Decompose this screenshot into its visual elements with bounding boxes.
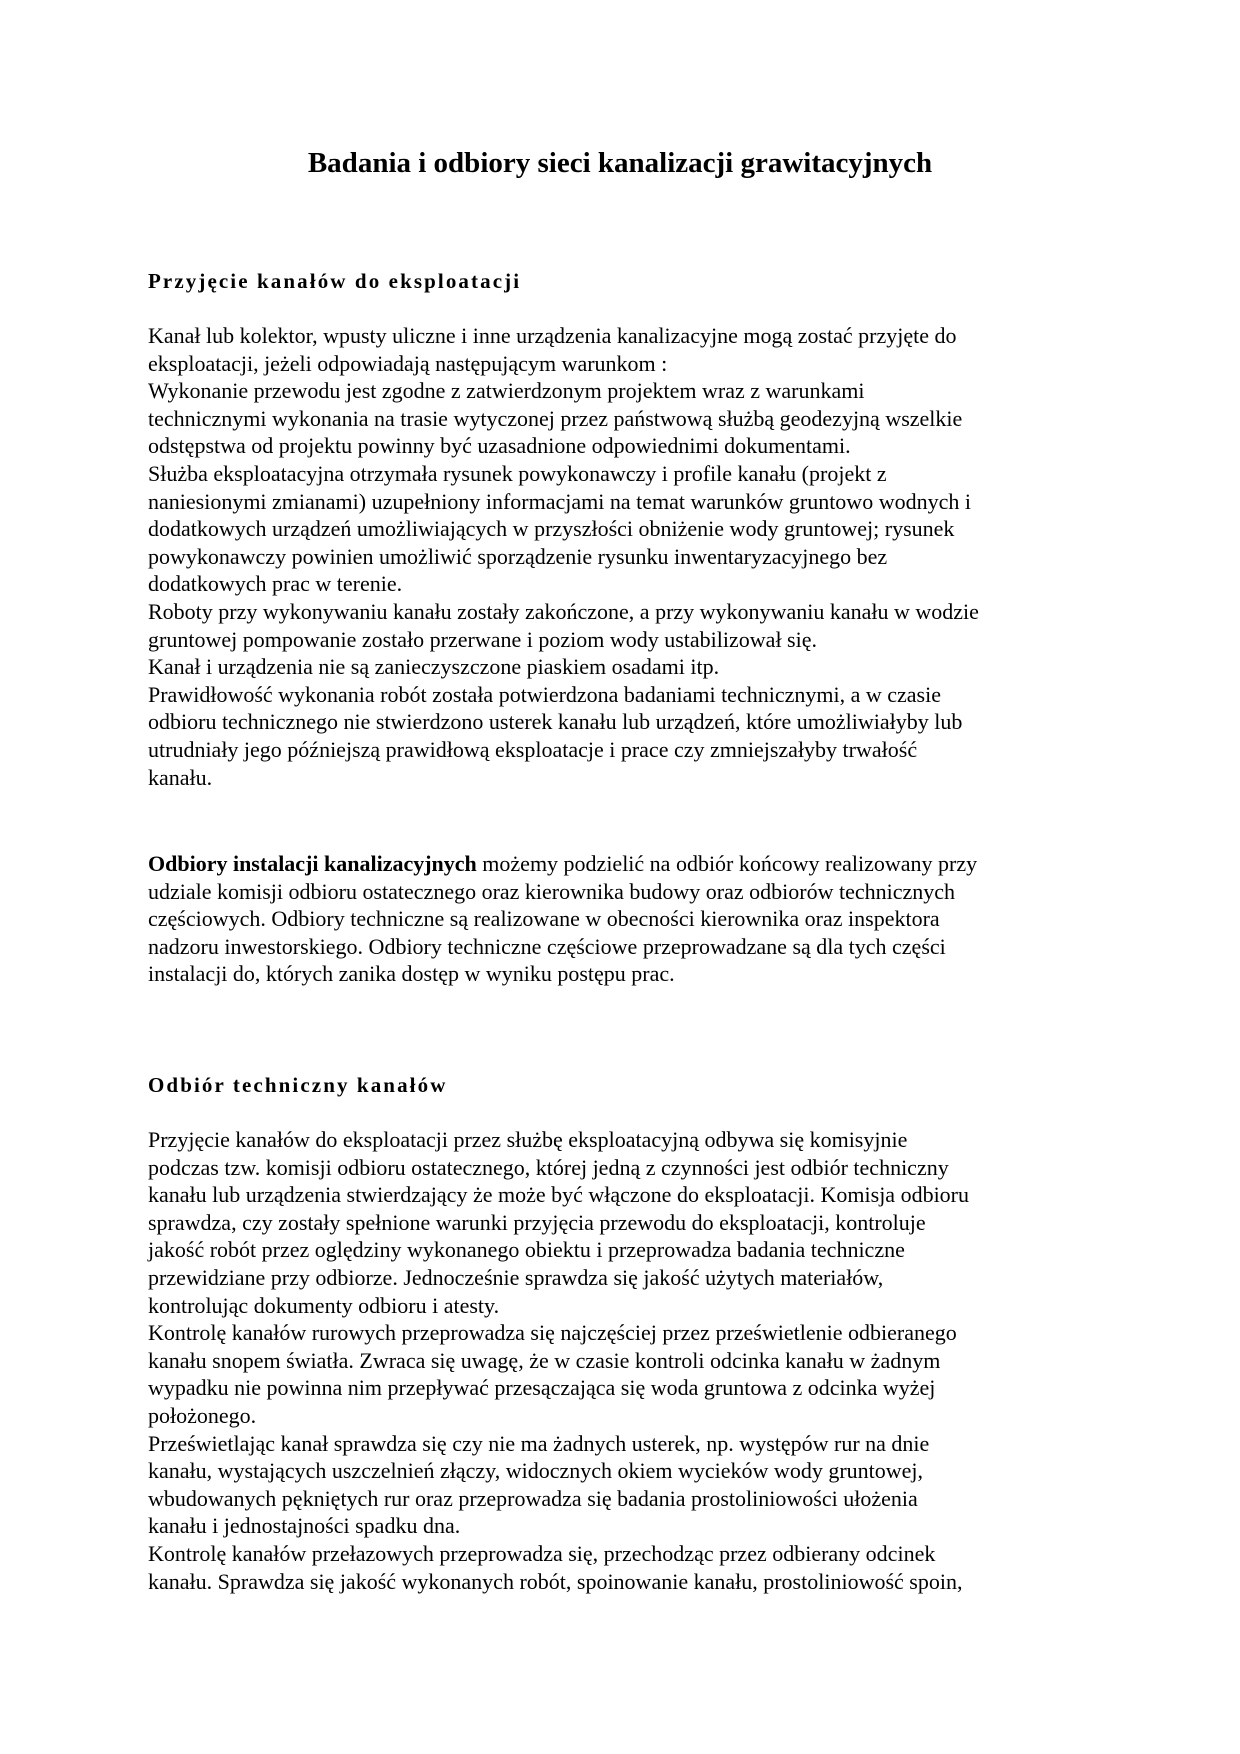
- lead-rest: możemy podzielić na odbiór końcowy realizowany przy: [476, 851, 978, 876]
- section2-body: [148, 850, 1088, 988]
- text-line: wypadku nie powinna nim przepływać przesączająca się woda gruntowa z odcinka wyżej: [148, 1375, 936, 1401]
- text-line: gruntowej pompowanie zostało przerwane i poziom wody ustabilizował się.: [148, 626, 817, 652]
- text-line: kanału. Sprawdza się jakość wykonanych robót, spoinowanie kanału, prostoliniowość spoin,: [148, 1568, 963, 1594]
- text-line: Kontrolę kanałów rurowych przeprowadza się najczęściej przez prześwietlenie odbieranego: [148, 1320, 957, 1346]
- text-line: [148, 850, 1088, 878]
- text-line: sprawdza, czy zostały spełnione warunki przyjęcia przewodu do eksploatacji, kontroluje: [148, 1209, 926, 1235]
- text-line: dodatkowych prac w terenie.: [148, 571, 403, 597]
- text-line: Roboty przy wykonywaniu kanału zostały zakończone, a przy wykonywaniu kanału w wodzie: [148, 598, 979, 624]
- text-line: Prześwietlając kanał sprawdza się czy nie ma żadnych usterek, np. występów rur na dnie: [148, 1430, 930, 1456]
- text-line: technicznymi wykonania na trasie wytyczonej przez państwową służbą geodezyjną wszelkie: [148, 405, 963, 431]
- text-line: Prawidłowość wykonania robót została potwierdzona badaniami technicznymi, a w czasie: [148, 681, 941, 707]
- text-line: Przyjęcie kanałów do eksploatacji przez służbę eksploatacyjną odbywa się komisyjnie: [148, 1127, 908, 1152]
- text-line: udziale komisji odbioru ostatecznego oraz kierownika budowy oraz odbiorów technicznych: [148, 878, 956, 904]
- text-line: kontrolując dokumenty odbioru i atesty.: [148, 1292, 500, 1318]
- text-line: Wykonanie przewodu jest zgodne z zatwierdzonym projektem wraz z warunkami: [148, 378, 865, 404]
- text-line: kanału snopem światła. Zwraca się uwagę, że w czasie kontroli odcinka kanału w żadnym: [148, 1347, 941, 1373]
- document-title: Badania i odbiory sieci kanalizacji grawitacyjnych: [307, 147, 933, 179]
- text-line: instalacji do, których zanika dostęp w wyniku postępu prac.: [148, 961, 675, 987]
- text-line: odstępstwa od projektu powinny być uzasadnione odpowiednimi dokumentami.: [148, 433, 851, 459]
- section1-body: [148, 322, 1088, 791]
- text-line: dodatkowych urządzeń umożliwiających w przyszłości obniżenie wody gruntowej; rysunek: [148, 516, 955, 542]
- text-line: podczas tzw. komisji odbioru ostatecznego, której jedną z czynności jest odbiór techniczny: [148, 1154, 949, 1180]
- text-line: naniesionymi zmianami) uzupełniony informacjami na temat warunków gruntowo wodnych i: [148, 488, 971, 514]
- text-line: nadzoru inwestorskiego. Odbiory techniczne częściowe przeprowadzane są dla tych części: [148, 933, 946, 959]
- bold-lead: Odbiory instalacji kanalizacyjnych: [148, 851, 477, 876]
- text-line: Kontrolę kanałów przełazowych przeprowadza się, przechodząc przez odbierany odcinek: [148, 1540, 936, 1566]
- section-heading-odbior: Odbiór techniczny kanałów: [148, 1073, 448, 1097]
- text-line: powykonawczy powinien umożliwić sporządzenie rysunku inwentaryzacyjnego bez: [148, 543, 888, 569]
- text-line: położonego.: [148, 1402, 257, 1428]
- text-line: eksploatacji, jeżeli odpowiadają następującym warunkom :: [148, 350, 668, 376]
- text-line: wbudowanych pękniętych rur oraz przeprowadza się badania prostoliniowości ułożenia: [148, 1485, 918, 1511]
- text-line: kanału i jednostajności spadku dna.: [148, 1513, 461, 1539]
- section3-body: [148, 1126, 1088, 1595]
- text-line: częściowych. Odbiory techniczne są realizowane w obecności kierownika oraz inspektora: [148, 906, 940, 932]
- text-line: Służba eksploatacyjna otrzymała rysunek powykonawczy i profile kanału (projekt z: [148, 460, 887, 486]
- text-line: kanału lub urządzenia stwierdzający że może być włączone do eksploatacji. Komisja odbioru: [148, 1182, 970, 1208]
- section-heading-przyjecie: Przyjęcie kanałów do eksploatacji: [148, 269, 522, 293]
- text-line: jakość robót przez oględziny wykonanego obiektu i przeprowadza badania techniczne: [148, 1237, 905, 1263]
- text-line: utrudniały jego późniejszą prawidłową eksploatacje i prace czy zmniejszałyby trwałość: [148, 736, 918, 762]
- text-line: Kanał lub kolektor, wpusty uliczne i inne urządzenia kanalizacyjne mogą zostać przyjęte do: [148, 323, 957, 348]
- text-line: kanału.: [148, 764, 213, 790]
- text-line: Kanał i urządzenia nie są zanieczyszczone piaskiem osadami itp.: [148, 654, 720, 680]
- text-line: odbioru technicznego nie stwierdzono usterek kanału lub urządzeń, które umożliwiałyby lub: [148, 709, 963, 735]
- text-line: kanału, wystających uszczelnień złączy, widocznych okiem wycieków wody gruntowej,: [148, 1458, 924, 1484]
- text-line: przewidziane przy odbiorze. Jednocześnie sprawdza się jakość użytych materiałów,: [148, 1264, 884, 1290]
